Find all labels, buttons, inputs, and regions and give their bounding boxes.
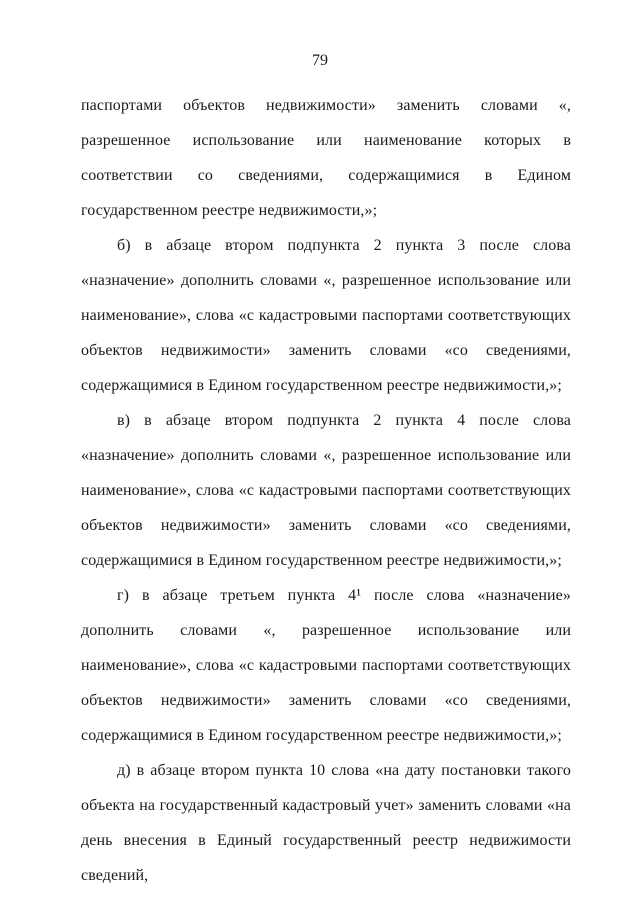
paragraph: паспортами объектов недвижимости» заменить словами «, разрешенное использование или наименование которых в соответствии со сведениями, содержащимися в Едином государственном реестре недвижимости,»; — [81, 97, 571, 219]
page-number: 79 — [312, 52, 328, 69]
paragraph: б) в абзаце втором подпункта 2 пункта 3 после слова «назначение» дополнить словами «, разрешенное использование или наименование», слова «с кадастровыми паспортами соответствующих объектов недвижимости» заменить словами «со сведениями, содержащимися в Едином государственном реестре недвижимости,»; — [81, 237, 571, 394]
document-body — [81, 88, 571, 893]
paragraph: г) в абзаце третьем пункта 4¹ после слова «назначение» дополнить словами «, разрешенное использование или наименование», слова «с кадастровыми паспортами соответствующих объектов недвижимости» заменить словами «со сведениями, содержащимися в Едином государственном реестре недвижимости,»; — [81, 587, 571, 744]
paragraph: д) в абзаце втором пункта 10 слова «на дату постановки такого объекта на государственный кадастровый учет» заменить словами «на день внесения в Единый государственный реестр недвижимости сведений, — [81, 762, 571, 884]
paragraph: в) в абзаце втором подпункта 2 пункта 4 после слова «назначение» дополнить словами «, разрешенное использование или наименование», слова «с кадастровыми паспортами соответствующих объектов недвижимости» заменить словами «со сведениями, содержащимися в Едином государственном реестре недвижимости,»; — [81, 412, 571, 569]
